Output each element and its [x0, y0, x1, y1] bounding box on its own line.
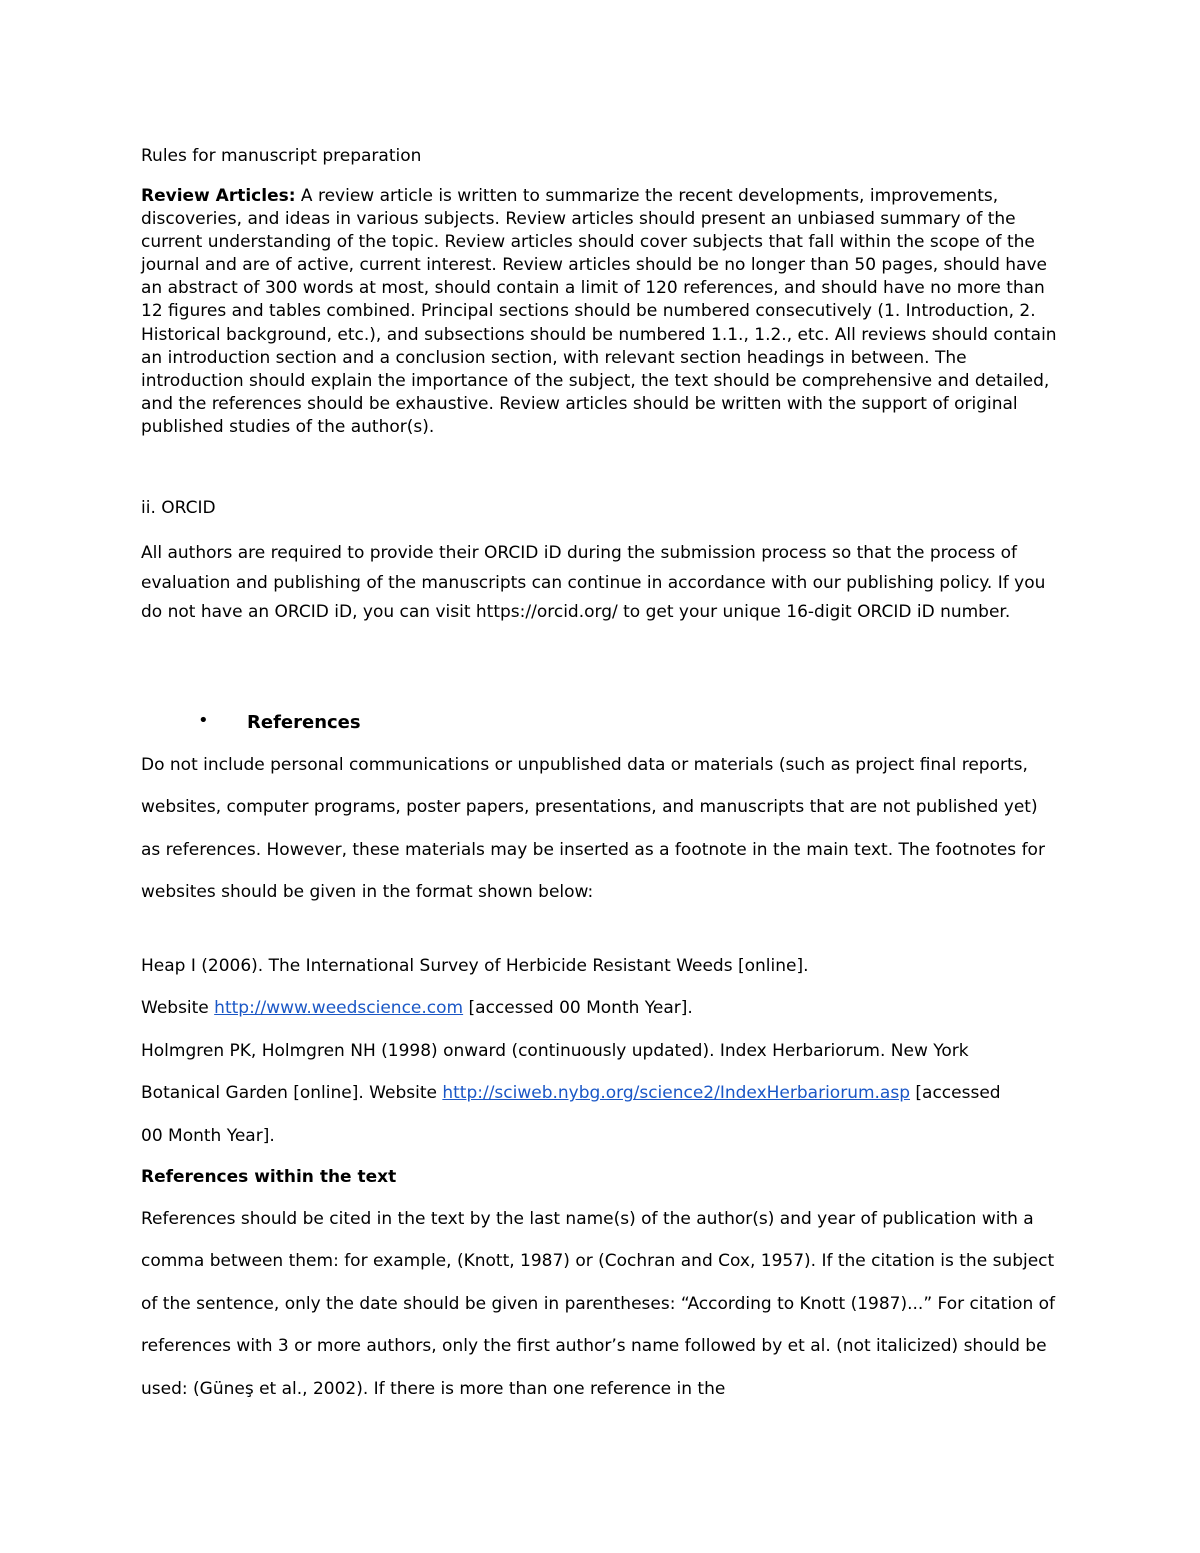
references-within-text-paragraph: References should be cited in the text by the last name(s) of the author(s) and year of publication with a comma between them: for example, (Knott, 1987) or (Cochran and Cox, 1957). If the citation is the subject of the sentence, only the date should be given in parentheses: “According to Knott (1987)...” For citation of references with 3 or more authors, only the first author’s name followed by et al. (not italicized) should be used: (Güneş et al., 2002). If there is more than one reference in the	[141, 1209, 1056, 1399]
weedscience-link[interactable]: http://www.weedscience.com	[214, 998, 464, 1019]
document-title: Rules for manuscript preparation	[141, 146, 422, 166]
references-heading: References	[247, 712, 361, 733]
example-heap-website-suffix: [accessed 00 Month Year].	[463, 998, 693, 1019]
example-holmgren-line: Holmgren PK, Holmgren NH (1998) onward (continuously updated). Index Herbariorum. New York	[141, 1040, 969, 1061]
review-articles-label: Review Articles:	[141, 186, 296, 206]
example-holmgren-accessed-line: 00 Month Year].	[141, 1125, 275, 1146]
website-footnote-examples	[141, 945, 1061, 1157]
example-heap-website-prefix: Website	[141, 998, 215, 1019]
example-holmgren-website-suffix: [accessed	[910, 1083, 1001, 1104]
example-heap-line: Heap I (2006). The International Survey of Herbicide Resistant Weeds [online].	[141, 956, 809, 976]
references-bullet: •	[198, 710, 209, 731]
references-within-text-heading: References within the text	[141, 1167, 397, 1187]
example-holmgren-website-line	[141, 1072, 1061, 1114]
example-holmgren-website-prefix: Botanical Garden [online]. Website	[141, 1083, 443, 1104]
orcid-heading: ii. ORCID	[141, 498, 216, 518]
review-articles-text: A review article is written to summarize the recent developments, improvements, discoveries, and ideas in various subjects. Review articles should present an unbiased summary of the current understanding of the topic. Review articles should cover subjects that fall within the scope of the journal and are of active, current interest. Review articles should be no longer than 50 pages, should have an abstract of 300 words at most, should contain a limit of 120 references, and should have no more than 12 figures and tables combined. Principal sections should be numbered consecutively (1. Introduction, 2. Historical background, etc.), and subsections should be numbered 1.1., 1.2., etc. All reviews should contain an introduction section and a conclusion section, with relevant section headings in between. The introduction should explain the importance of the subject, the text should be comprehensive and detailed, and the references should be exhaustive. Review articles should be written with the support of original published studies of the author(s).	[141, 186, 1057, 437]
index-herbariorum-link[interactable]: http://sciweb.nybg.org/science2/IndexHerbariorum.asp	[442, 1083, 910, 1104]
orcid-paragraph: All authors are required to provide their ORCID iD during the submission process so that the process of evaluation and publishing of the manuscripts can continue in accordance with our publishing policy. If you do not have an ORCID iD, you can visit https://orcid.org/ to get your unique 16-digit ORCID iD number.	[141, 543, 1046, 622]
review-articles-paragraph	[141, 185, 1061, 439]
example-heap-website-line	[141, 987, 1061, 1029]
references-paragraph: Do not include personal communications or unpublished data or materials (such as project final reports, websites, computer programs, poster papers, presentations, and manuscripts that are not published yet) as references. However, these materials may be inserted as a footnote in the main text. The footnotes for websites should be given in the format shown below:	[141, 755, 1045, 903]
